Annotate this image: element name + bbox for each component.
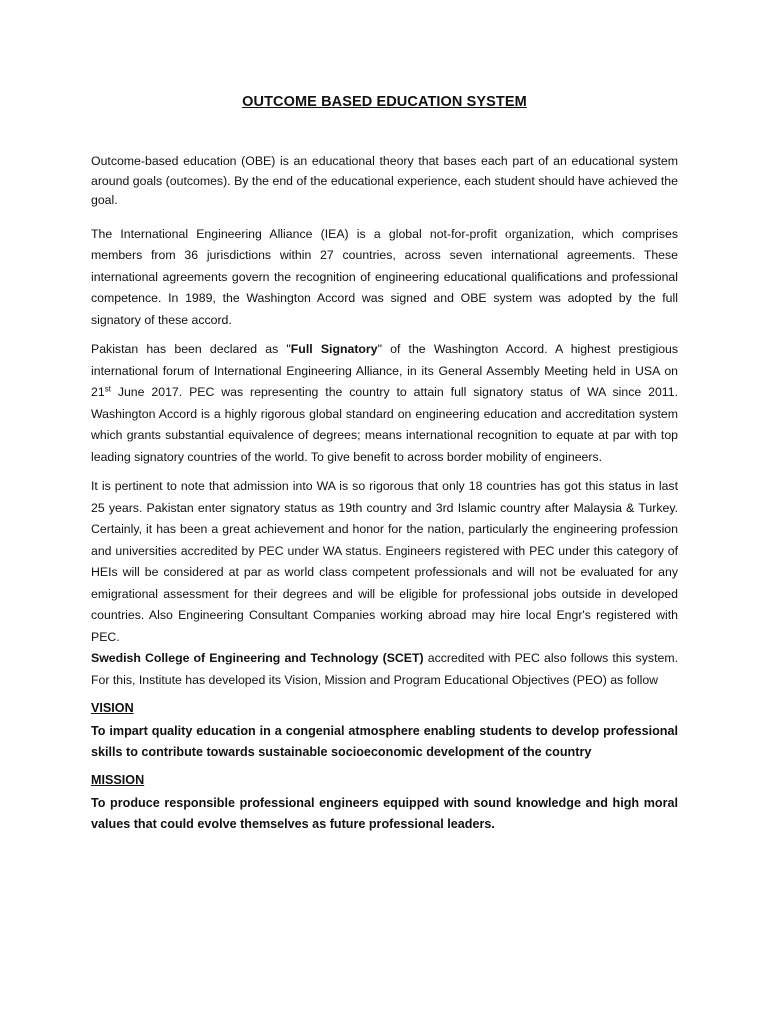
ordinal-superscript: st (104, 384, 111, 394)
paragraph-scet-text: accredited with PEC also follows this system. For this, Institute has developed its Vision, Mission and Program Educational Objectives (PEO) as follow (91, 651, 678, 687)
document-title: OUTCOME BASED EDUCATION SYSTEM (242, 94, 527, 110)
paragraph-iea-text-b: , which comprises members from 36 jurisdictions within 27 countries, across seven international agreements. These international agreements govern the recognition of engineering educational qualifications and professional competence. In 1989, the Washington Accord was signed and OBE system was adopted by the full signatory of these accord. (91, 226, 678, 327)
scet-name-emphasis: Swedish College of Engineering and Technology (SCET) (91, 651, 424, 665)
paragraph-pakistan-signatory (91, 339, 678, 468)
paragraph-pakistan-text-a: Pakistan has been declared as " (91, 342, 291, 356)
document-body (91, 94, 678, 845)
paragraph-wa-admission: It is pertinent to note that admission into WA is so rigorous that only 18 countries has got this status in last 25 years. Pakistan enter signatory status as 19th country and 3rd Islamic country after Malaysia & Turkey. Certainly, it has been a great achievement and honor for the nation, particularly the engineering profession and universities accredited by PEC under WA status. Engineers registered with PEC under this category of HEIs will be considered at par as world class competent professionals and will not be evaluated for any emigrational assessment for their degrees and will be eligible for professional jobs outside in developed countries. Also Engineering Consultant Companies working abroad may hire local Engr's registered with PEC. (91, 479, 678, 644)
paragraph-scet (91, 648, 678, 691)
vision-heading: VISION (91, 701, 134, 715)
full-signatory-emphasis: Full Signatory (290, 342, 378, 356)
paragraph-obe-definition: Outcome-based education (OBE) is an educational theory that bases each part of an educational system around goals (outcomes). By the end of the educational experience, each student should have achieved the goal. (91, 154, 678, 207)
mission-heading: MISSION (91, 773, 145, 787)
mission-statement: To produce responsible professional engineers equipped with sound knowledge and high moral values that could evolve themselves as future professional leaders. (91, 796, 678, 831)
vision-statement: To impart quality education in a congenial atmosphere enabling students to develop professional skills to contribute towards sustainable socioeconomic development of the country (91, 724, 678, 759)
paragraph-iea-text-a: The International Engineering Alliance (IEA) is a global not-for-profit (91, 226, 506, 241)
paragraph-iea (91, 223, 678, 332)
paragraph-pakistan-text-c: June 2017. PEC was representing the country to attain full signatory status of WA since 2011. Washington Accord is a highly rigorous global standard on engineering education and accreditation system which grants substantial equivalence of degrees; means international recognition to equate at par with top leading signatory countries of the world. To give benefit to across border mobility of engineers. (91, 385, 678, 464)
paragraph-iea-organization-word: organization (505, 225, 571, 241)
paragraph-pakistan-text-b: " of the Washington Accord. A highest prestigious international forum of International Engineering Alliance, in its General Assembly Meeting held in USA on 21 (91, 342, 679, 399)
